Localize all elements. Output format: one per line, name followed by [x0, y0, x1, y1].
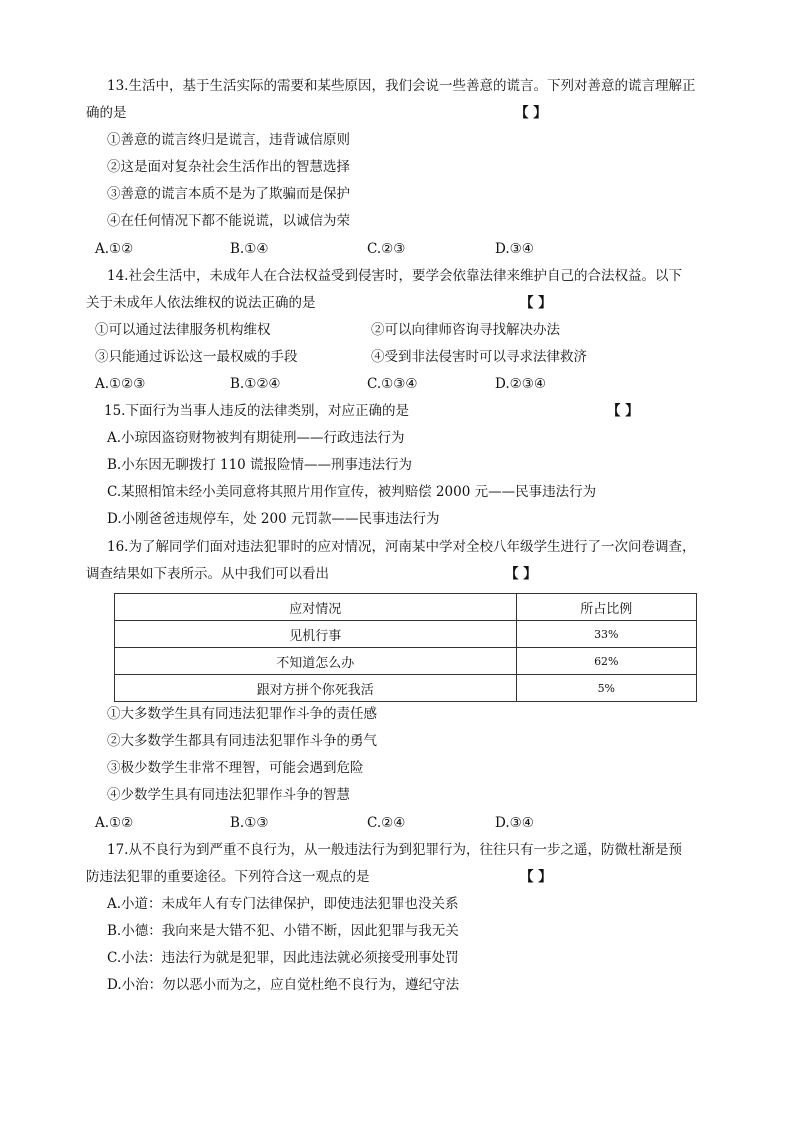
table-header-percentage: 所占比例 — [516, 594, 696, 621]
table-header-row — [115, 594, 697, 621]
q17-answer-bracket: 【 】 — [520, 869, 552, 885]
q14-option-a: A.①②③ — [95, 376, 146, 392]
q14-item-1: ①可以通过法律服务机构维权 — [95, 322, 271, 338]
q14-stem-line2: 关于未成年人依法维权的说法正确的是 — [86, 295, 316, 311]
q13-option-b: B.①④ — [230, 241, 269, 257]
q17-option-b: B.小德：我向来是大错不犯、小错不断，因此犯罪与我无关 — [107, 923, 459, 939]
q14-stem-line1: 14.社会生活中，未成年人在合法权益受到侵害时，要学会依靠法律来维护自己的合法权益。以下 — [107, 268, 682, 284]
q17-option-a: A.小道：未成年人有专门法律保护，即使违法犯罪也没关系 — [107, 896, 459, 912]
q14-item-3: ③只能通过诉讼这一最权威的手段 — [95, 349, 298, 365]
survey-table — [114, 593, 697, 702]
table-cell-response: 见机行事 — [115, 621, 517, 648]
q16-stem-line1: 16.为了解同学们面对违法犯罪时的应对情况，河南某中学对全校八年级学生进行了一次问卷调查， — [107, 539, 696, 555]
q13-item-1: ①善意的谎言终归是谎言，违背诚信原则 — [107, 132, 350, 148]
q16-item-3: ③极少数学生非常不理智，可能会遇到危险 — [107, 760, 364, 776]
table-header-response: 应对情况 — [115, 594, 517, 621]
q14-item-2: ②可以向律师咨询寻找解决办法 — [371, 322, 560, 338]
q16-option-c: C.②④ — [367, 815, 406, 831]
q15-option-a: A.小琼因盗窃财物被判有期徒刑——行政违法行为 — [107, 430, 405, 446]
table-cell-percentage: 62% — [516, 648, 696, 675]
q17-stem-line2: 防违法犯罪的重要途径。下列符合这一观点的是 — [86, 869, 370, 885]
q16-option-b: B.①③ — [230, 815, 269, 831]
q13-stem-line1: 13.生活中，基于生活实际的需要和某些原因，我们会说一些善意的谎言。下列对善意的谎言理解正 — [107, 78, 696, 94]
q15-stem: 15.下面行为当事人违反的法律类别，对应正确的是 — [104, 403, 409, 419]
q14-answer-bracket: 【 】 — [520, 295, 552, 311]
table-cell-response: 不知道怎么办 — [115, 648, 517, 675]
q17-option-c: C.小法：违法行为就是犯罪，因此违法就必须接受刑事处罚 — [107, 950, 459, 966]
q16-option-d: D.③④ — [495, 815, 534, 831]
q13-option-c: C.②③ — [367, 241, 406, 257]
q14-option-c: C.①③④ — [367, 376, 418, 392]
q13-stem-line2: 确的是 — [86, 105, 127, 121]
q16-item-2: ②大多数学生都具有同违法犯罪作斗争的勇气 — [107, 733, 377, 749]
q15-answer-bracket: 【 】 — [607, 403, 639, 419]
table-cell-percentage: 5% — [516, 675, 696, 702]
q13-item-3: ③善意的谎言本质不是为了欺骗而是保护 — [107, 186, 350, 202]
table-row — [115, 675, 697, 702]
q15-option-c: C.某照相馆未经小美同意将其照片用作宣传，被判赔偿 2000 元——民事违法行为 — [107, 484, 597, 500]
q13-option-d: D.③④ — [495, 241, 534, 257]
q16-option-a: A.①② — [95, 815, 134, 831]
table-row — [115, 648, 697, 675]
table-cell-percentage: 33% — [516, 621, 696, 648]
q16-answer-bracket: 【 】 — [505, 566, 537, 582]
q16-stem-line2: 调查结果如下表所示。从中我们可以看出 — [86, 566, 329, 582]
q15-option-b: B.小东因无聊拨打 110 谎报险情——刑事违法行为 — [107, 457, 413, 473]
q13-option-a: A.①② — [95, 241, 134, 257]
q15-option-d: D.小刚爸爸违规停车，处 200 元罚款——民事违法行为 — [107, 511, 440, 527]
q14-item-4: ④受到非法侵害时可以寻求法律救济 — [371, 349, 587, 365]
table-cell-response: 跟对方拼个你死我活 — [115, 675, 517, 702]
q16-item-4: ④少数学生具有同违法犯罪作斗争的智慧 — [107, 787, 350, 803]
q16-item-1: ①大多数学生具有同违法犯罪作斗争的责任感 — [107, 706, 377, 722]
q13-item-2: ②这是面对复杂社会生活作出的智慧选择 — [107, 159, 350, 175]
q17-stem-line1: 17.从不良行为到严重不良行为，从一般违法行为到犯罪行为，往往只有一步之遥，防微杜渐是预 — [107, 842, 682, 858]
table-row — [115, 621, 697, 648]
q14-option-d: D.②③④ — [495, 376, 546, 392]
q17-option-d: D.小治：勿以恶小而为之，应自觉杜绝不良行为，遵纪守法 — [107, 977, 460, 993]
q13-answer-bracket: 【 】 — [515, 105, 547, 121]
q14-option-b: B.①②④ — [230, 376, 281, 392]
q13-item-4: ④在任何情况下都不能说谎，以诚信为荣 — [107, 213, 350, 229]
